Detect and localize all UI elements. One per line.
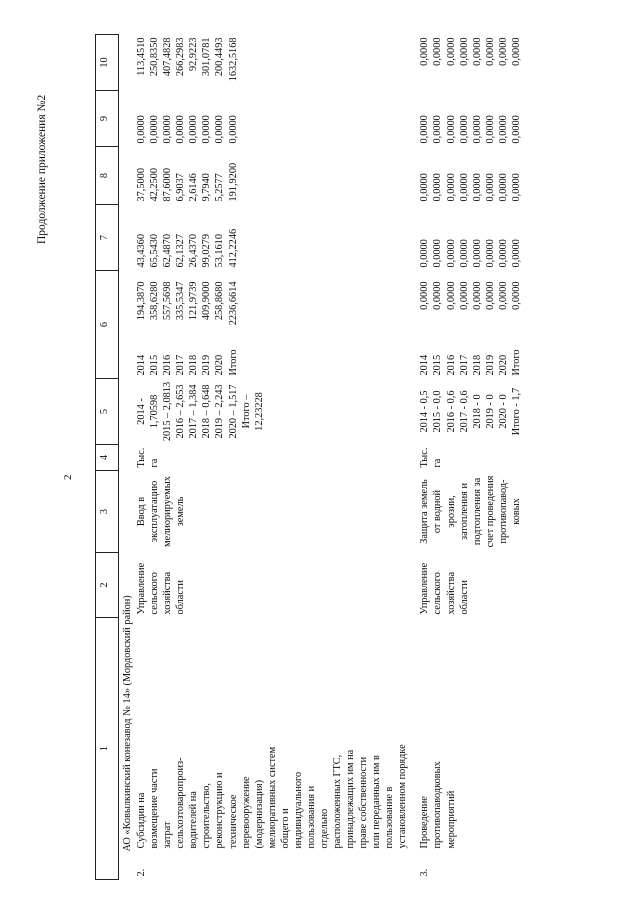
funding-value: 0,0000 (432, 115, 444, 144)
measure-description: Проведение противопаводковых мероприятий (419, 761, 457, 849)
column-header: 8 (96, 147, 119, 205)
funding-value: 0,0000 (419, 281, 431, 310)
funding-value: 0,0000 (214, 115, 226, 144)
funding-value: 62,4870 (162, 234, 174, 268)
target-value: 2015 - 0,0 (432, 390, 444, 433)
row-number: 2. (136, 868, 148, 877)
year-label: 2020 (214, 354, 226, 376)
funding-column-10 (417, 35, 531, 91)
funding-value: 200,4493 (214, 37, 226, 77)
year-label: 2019 (201, 354, 213, 376)
funding-column-7 (417, 205, 531, 271)
funding-value: 0,0000 (484, 239, 496, 268)
funding-value: 0,0000 (510, 173, 522, 202)
funding-value: 0,0000 (471, 115, 483, 144)
year-label: 2017 (175, 354, 187, 376)
funding-value: 2,6146 (188, 173, 200, 202)
funding-value: 258,8680 (214, 281, 226, 321)
funding-value: 2236,6614 (227, 281, 239, 326)
funding-value: 557,5698 (162, 281, 174, 321)
funding-value: 65,5430 (149, 234, 161, 268)
funding-value: 0,0000 (484, 37, 496, 66)
funding-value: 0,0000 (497, 281, 509, 310)
funding-value: 0,0000 (497, 173, 509, 202)
column-header: 3 (96, 471, 119, 553)
year-label: 2018 (471, 354, 483, 376)
funding-value: 113,4510 (136, 37, 148, 76)
funding-value: 53,1610 (214, 234, 226, 268)
funding-value: 0,0000 (419, 115, 431, 144)
target-value: 2020 – 1,517 (227, 384, 239, 439)
target-values (134, 379, 417, 445)
funding-value: 0,0000 (136, 115, 148, 144)
year-label: 2020 (497, 354, 509, 376)
funding-value: 0,0000 (497, 37, 509, 66)
funding-value: 6,9037 (175, 173, 187, 202)
column-header: 4 (96, 445, 119, 471)
funding-value: 0,0000 (227, 115, 239, 144)
unit-of-measure: Тыс. га (419, 447, 444, 468)
funding-column-10 (134, 35, 417, 91)
funding-value: 0,0000 (445, 115, 457, 144)
funding-value: 0,0000 (510, 37, 522, 66)
measure-cell (417, 618, 531, 880)
measure-cell (134, 618, 417, 880)
funding-value: 0,0000 (471, 239, 483, 268)
funding-value: 0,0000 (201, 115, 213, 144)
funding-value: 358,6280 (149, 281, 161, 321)
funding-value: 0,0000 (445, 37, 457, 66)
funding-value: 0,0000 (458, 37, 470, 66)
target-value: 2019 - 0 (484, 394, 496, 429)
funding-value: 409,9000 (201, 281, 213, 321)
responsible-executor: Управление сельского хозяйства области (136, 562, 187, 615)
column-header: 5 (96, 379, 119, 445)
measure-description: Субсидии на возмещение части затрат сельхозтоваропроиз- водителей на строительство, реконструкцию и техническое перевооружение (модернизация) мелиоративных систем общего и индивидуального пользования и отдельно расположенных ГТС, принадлежащих им на праве собственности или переданных им в пользование в установленном порядке (136, 744, 409, 849)
column-header: 1 (96, 618, 119, 880)
column-header: 2 (96, 553, 119, 618)
funding-value: 0,0000 (497, 115, 509, 144)
page-number: 2 (62, 474, 74, 480)
funding-value: 0,0000 (445, 173, 457, 202)
year-label: 2019 (484, 354, 496, 376)
funding-value: 26,4370 (188, 234, 200, 268)
funding-value: 0,0000 (458, 173, 470, 202)
funding-value: 0,0000 (484, 173, 496, 202)
funding-column-8 (134, 147, 417, 205)
year-label: 2016 (162, 354, 174, 376)
funding-value: 412,2246 (227, 228, 239, 268)
column-header: 7 (96, 205, 119, 271)
year-label: 2017 (458, 354, 470, 376)
funding-value: 0,0000 (432, 281, 444, 310)
funding-column-7 (134, 205, 417, 271)
target-values (417, 379, 531, 445)
funding-value: 0,0000 (458, 115, 470, 144)
target-indicator: Защита земель от водной эрозии, затопления и подтопления за счет проведения противопавод- ковых (419, 475, 522, 548)
funding-value: 37,5000 (136, 168, 148, 202)
appendix-continuation-note: Продолжение приложения №2 (36, 94, 48, 244)
target-value: 2014 - 0,5 (419, 390, 431, 433)
organization-name: АО «Ковылкинский конезавод № 14» (Мордовский район) (122, 595, 133, 852)
funding-value: 0,0000 (419, 173, 431, 202)
funding-value: 266,2983 (175, 37, 187, 77)
funding-value: 0,0000 (510, 281, 522, 310)
rotated-table-area (95, 35, 610, 880)
funding-value: 0,0000 (471, 281, 483, 310)
funding-value: 99,0279 (201, 234, 213, 268)
program-measures-table (95, 34, 531, 880)
year-label: 2016 (445, 354, 457, 376)
year-label: 2014 (136, 354, 148, 376)
funding-value: 0,0000 (458, 281, 470, 310)
funding-value: 191,9200 (227, 162, 239, 202)
funding-value: 0,0000 (484, 115, 496, 144)
funding-value: 0,0000 (419, 239, 431, 268)
target-value: 2018 – 0,648 (201, 384, 213, 439)
funding-value: 335,5347 (175, 281, 187, 321)
year-label: 2014 (419, 354, 431, 376)
target-value: 2020 - 0 (497, 394, 509, 429)
target-value: 2018 - 0 (471, 394, 483, 429)
funding-value: 0,0000 (471, 37, 483, 66)
funding-value: 0,0000 (445, 239, 457, 268)
funding-value: 250,8350 (149, 37, 161, 77)
funding-value: 194,3870 (136, 281, 148, 321)
funding-value: 0,0000 (510, 239, 522, 268)
target-value: 2016 – 2,653 (175, 384, 187, 439)
funding-value: 0,0000 (497, 239, 509, 268)
funding-value: 0,0000 (484, 281, 496, 310)
funding-value: 0,0000 (432, 239, 444, 268)
year-value-cell (134, 271, 417, 379)
funding-value: 0,0000 (510, 115, 522, 144)
table-row (417, 35, 531, 880)
funding-value: 62,1327 (175, 234, 187, 268)
target-value: 2017 - 0,6 (458, 390, 470, 433)
year-value-cell (417, 271, 531, 379)
year-label: Итого (227, 349, 239, 376)
funding-value: 9,7940 (201, 173, 213, 202)
funding-value: 1632,5168 (227, 37, 239, 82)
organization-row (119, 35, 135, 880)
table-row (134, 35, 417, 880)
funding-value: 301,0781 (201, 37, 213, 77)
column-header: 10 (96, 35, 119, 91)
target-value: Итого - 1,7 (510, 387, 522, 436)
year-label: 2018 (188, 354, 200, 376)
target-value: 2019 – 2,243 (214, 384, 226, 439)
funding-value: 121,9739 (188, 281, 200, 321)
funding-column-8 (417, 147, 531, 205)
funding-value: 0,0000 (445, 281, 457, 310)
funding-value: 0,0000 (188, 115, 200, 144)
funding-value: 0,0000 (175, 115, 187, 144)
target-value: 12,23228 (253, 392, 265, 431)
row-number: 3. (419, 868, 431, 877)
funding-value: 5,2577 (214, 173, 226, 202)
unit-of-measure: Тыс. га (136, 447, 161, 468)
target-value: 2017 – 1,384 (188, 384, 200, 439)
year-label: 2015 (149, 354, 161, 376)
funding-value: 0,0000 (458, 239, 470, 268)
funding-value: 43,4360 (136, 234, 148, 268)
funding-value: 0,0000 (419, 37, 431, 66)
funding-value: 92,9223 (188, 37, 200, 71)
target-value: 2014 - 1,70598 (136, 394, 161, 429)
year-label: 2015 (432, 354, 444, 376)
target-indicator: Ввод в эксплуатацию мелиорируемых земель (136, 476, 187, 547)
target-value: 2015 – 2,0813 (162, 381, 174, 442)
funding-value: 42,2500 (149, 168, 161, 202)
funding-value: 0,0000 (432, 173, 444, 202)
column-number-header-row (96, 35, 119, 880)
target-value: 2016 - 0,6 (445, 390, 457, 433)
funding-column-9 (417, 91, 531, 147)
funding-value: 0,0000 (149, 115, 161, 144)
funding-value: 407,4828 (162, 37, 174, 77)
funding-value: 87,6000 (162, 168, 174, 202)
funding-value: 0,0000 (432, 37, 444, 66)
funding-value: 0,0000 (471, 173, 483, 202)
responsible-executor: Управление сельского хозяйства области (419, 562, 470, 615)
target-value: Итого – (240, 394, 252, 429)
funding-value: 0,0000 (162, 115, 174, 144)
column-header: 9 (96, 91, 119, 147)
funding-column-9 (134, 91, 417, 147)
year-label: Итого (510, 349, 522, 376)
column-header: 6 (96, 271, 119, 379)
